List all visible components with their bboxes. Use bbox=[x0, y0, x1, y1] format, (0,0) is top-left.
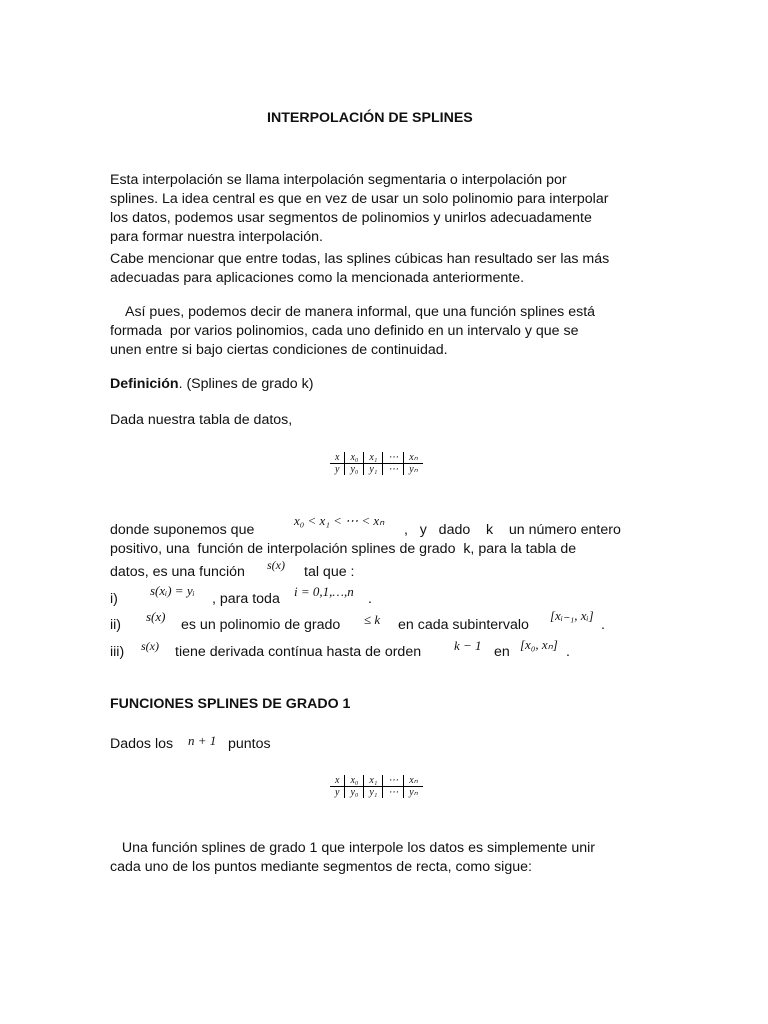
table-cell: y bbox=[330, 464, 345, 476]
math-ordering: x₀ < x₁ < ⋯ < xₙ bbox=[294, 513, 385, 528]
definition-label: Definición bbox=[110, 376, 179, 392]
text-line: Dados los bbox=[110, 736, 174, 752]
math-s-x: s(x) bbox=[146, 609, 166, 624]
text-line: es un polinomio de grado bbox=[181, 617, 341, 633]
section-heading: FUNCIONES SPLINES DE GRADO 1 bbox=[110, 696, 351, 712]
text-line: cada uno de los puntos mediante segmentos de recta, como sigue: bbox=[110, 859, 532, 875]
table-cell: xₙ bbox=[404, 775, 423, 787]
table-cell: x₀ bbox=[345, 775, 364, 787]
text-line: , para toda bbox=[212, 591, 280, 607]
page-title: INTERPOLACIÓN DE SPLINES bbox=[267, 110, 473, 126]
data-table bbox=[330, 775, 423, 798]
math-interval: [x₀, xₙ] bbox=[520, 637, 558, 652]
text-line: Esta interpolación se llama interpolación segmentaria o interpolación por bbox=[110, 172, 567, 188]
item-label: iii) bbox=[110, 644, 125, 660]
table-cell: ⋯ bbox=[383, 464, 404, 476]
table-cell: y₁ bbox=[364, 464, 383, 476]
text-line: positivo, una función de interpolación splines de grado k, para la tabla de bbox=[110, 541, 577, 557]
data-table-intro: Dada nuestra tabla de datos, bbox=[110, 412, 293, 428]
text-line: . bbox=[368, 591, 372, 607]
definition-heading bbox=[110, 375, 313, 394]
paragraph-grade1 bbox=[110, 839, 595, 877]
math-s-x: s(x) bbox=[267, 558, 285, 572]
math-s-x: s(x) bbox=[141, 639, 159, 653]
definition-text: . (Splines de grado k) bbox=[178, 376, 314, 392]
text-line: tiene derivada contínua hasta de orden bbox=[175, 644, 422, 660]
paragraph-cubic bbox=[110, 250, 609, 288]
paragraph-informal bbox=[110, 303, 630, 360]
table-cell: y₁ bbox=[364, 787, 383, 799]
text-line: formada por varios polinomios, cada uno definido en un intervalo y que se bbox=[110, 323, 579, 339]
table-cell: ⋯ bbox=[383, 452, 404, 464]
table-cell: yₙ bbox=[409, 787, 418, 798]
math-order: k − 1 bbox=[454, 638, 482, 653]
text-line: datos, es una función bbox=[110, 564, 245, 580]
text-line: en bbox=[494, 644, 510, 660]
text-line: donde suponemos que bbox=[110, 522, 255, 538]
math-condition: s(xᵢ) = yᵢ bbox=[150, 583, 195, 598]
text-line: . bbox=[601, 617, 605, 633]
data-table bbox=[330, 452, 423, 475]
text-line: unen entre si bajo ciertas condiciones de continuidad. bbox=[110, 342, 448, 358]
table-cell: xₙ bbox=[404, 452, 423, 464]
text-line: Una función splines de grado 1 que interpole los datos es simplemente unir bbox=[110, 840, 596, 856]
text-line: Cabe mencionar que entre todas, las splines cúbicas han resultado ser las más bbox=[110, 251, 610, 267]
text-line: para formar nuestra interpolación. bbox=[110, 229, 323, 245]
table-cell: y₀ bbox=[345, 787, 364, 799]
text-line: tal que : bbox=[304, 564, 355, 580]
paragraph-intro bbox=[110, 171, 608, 247]
math-n-plus-1: n + 1 bbox=[188, 733, 217, 748]
math-degree: ≤ k bbox=[364, 612, 381, 627]
table-cell: ⋯ bbox=[383, 775, 404, 787]
table-cell: x₁ bbox=[364, 452, 383, 464]
text-line: en cada subintervalo bbox=[398, 617, 529, 633]
text-line: Así pues, podemos decir de manera informal, que una función splines está bbox=[110, 304, 596, 320]
item-label: i) bbox=[110, 591, 118, 607]
math-subinterval: [xᵢ₋₁, xᵢ] bbox=[550, 608, 594, 623]
text-line: puntos bbox=[228, 736, 271, 752]
text-line: , y dado k un número entero bbox=[404, 522, 621, 538]
table-cell: x₁ bbox=[364, 775, 383, 787]
table-cell: x₀ bbox=[345, 452, 364, 464]
table-cell: y bbox=[330, 787, 345, 799]
text-line: adecuadas para aplicaciones como la mencionada anteriormente. bbox=[110, 270, 525, 286]
table-cell: y₀ bbox=[345, 464, 364, 476]
item-label: ii) bbox=[110, 617, 122, 633]
table-cell: x bbox=[330, 775, 345, 787]
text-line: los datos, podemos usar segmentos de polinomios y unirlos adecuadamente bbox=[110, 210, 592, 226]
table-cell: yₙ bbox=[409, 464, 418, 475]
text-line: . bbox=[566, 644, 570, 660]
math-index-range: i = 0,1,…,n bbox=[294, 584, 354, 599]
text-line: splines. La idea central es que en vez de usar un solo polinomio para interpolar bbox=[110, 191, 609, 207]
table-cell: x bbox=[330, 452, 345, 464]
table-cell: ⋯ bbox=[383, 787, 404, 799]
